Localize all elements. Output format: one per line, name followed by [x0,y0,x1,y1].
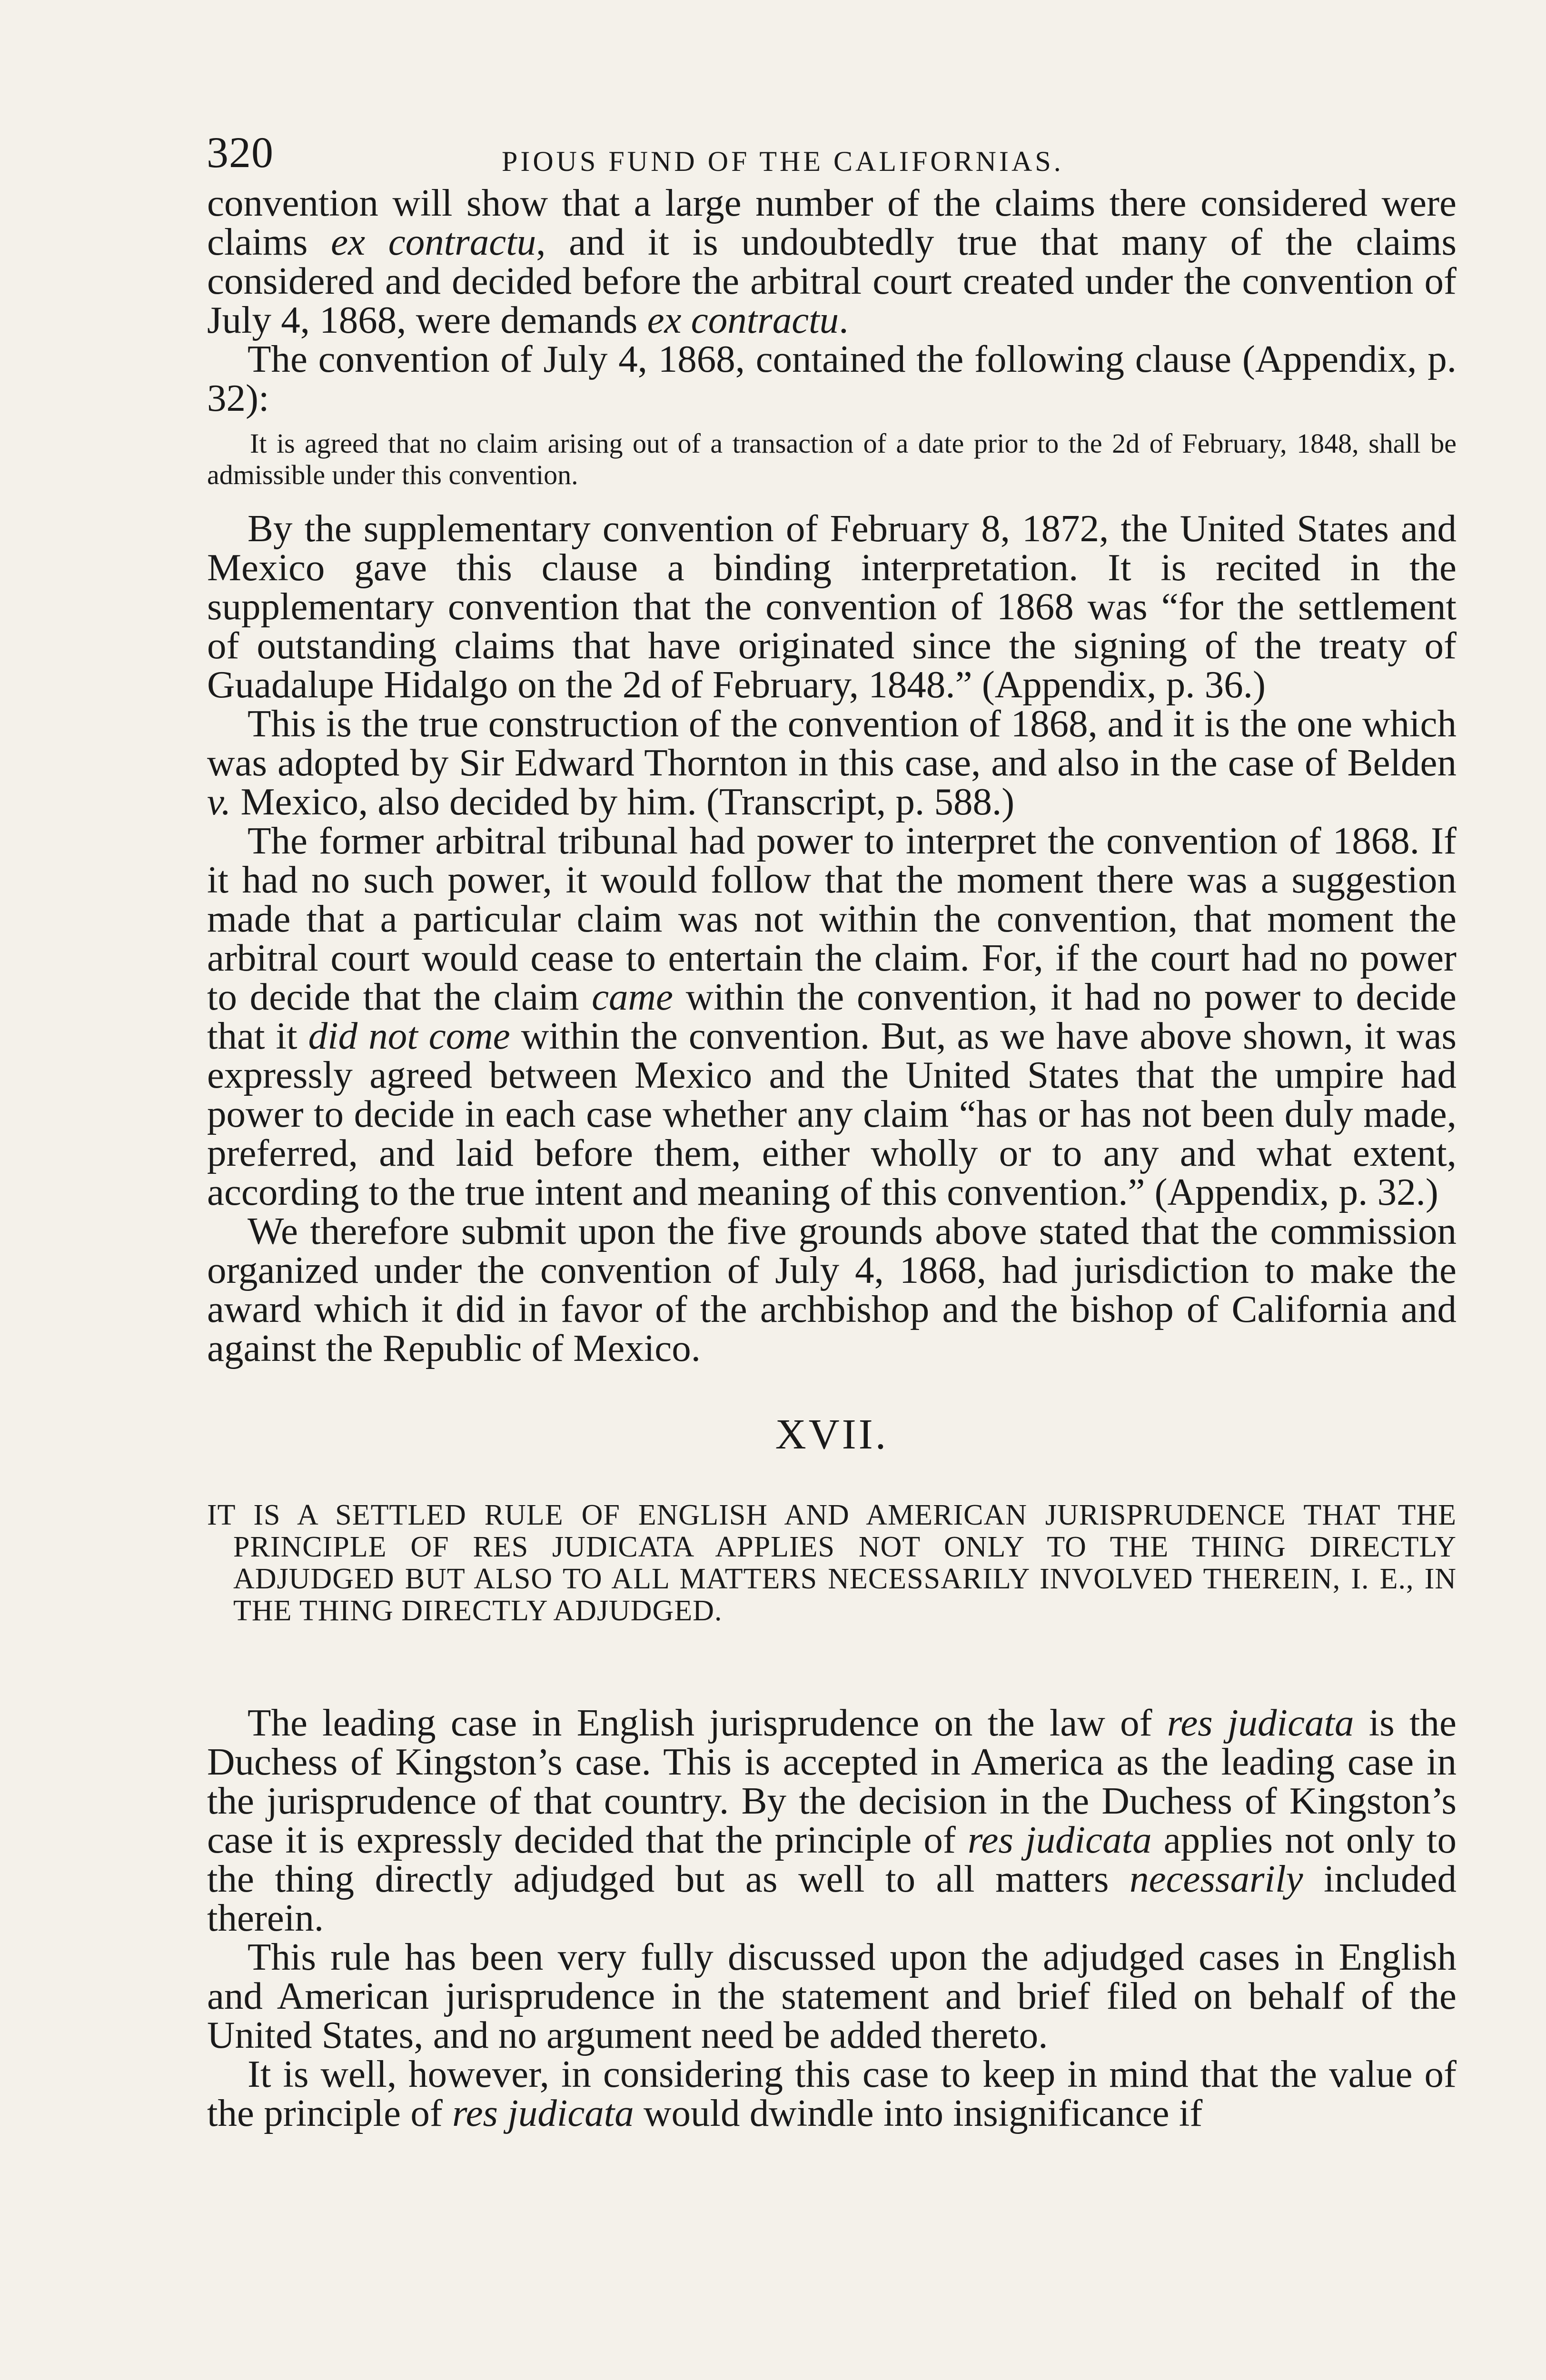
paragraph-true-construction [207,704,1457,821]
text-run: convention will show that a large number of the claims there considered were claims [207,181,1457,263]
running-head [207,121,1460,183]
text-run: included therein. [207,1857,1457,1939]
italic-run: res judicata [968,1818,1152,1861]
text-run: The leading case in English jurisprudence on the law of [248,1701,1167,1744]
text-run: applies not only to the thing directly adjudged but as well to all matters [207,1818,1457,1900]
italic-run: ex contractu [331,220,536,263]
page-number: 320 [207,128,274,177]
text-run: is the Duchess of Kingston’s case. This is accepted in America as the leading case in the jurisprudence of that country. By the decision in the Duchess of Kingston’s case it is expressly decided that the principle of [207,1701,1457,1861]
text-run: This is the true construction of the convention of 1868, and it is the one which was adopted by Sir Edward Thornton in this case, and also in the case of Belden [207,702,1457,784]
text-run: Mexico, also decided by him. (Transcript, p. 588.) [231,780,1015,823]
italic-run: res judicata [452,2092,634,2134]
paragraph-arbitral-power [207,821,1457,1211]
section-number: XVII. [775,1411,889,1458]
paragraph-supplementary-convention: By the supplementary convention of February 8, 1872, the United States and Mexico gave this clause a binding interpretation. It is recited in the supplementary convention that the convention of 1868 was “for the settlement of outstanding claims that have originated since the signing of the treaty of Guadalupe Hidalgo on the 2d of February, 1848.” (Appendix, p. 36.) [207,507,1457,706]
italic-run: came [592,975,674,1018]
paragraph-rule-discussed: This rule has been very fully discussed upon the adjudged cases in English and American jurisprudence in the statement and brief filed on behalf of the United States, and no argument need be added thereto. [207,1935,1457,2056]
text-run: , and it is undoubtedly true that many of the claims considered and decided before the arbitral court created under the convention of July 4, 1868, were demands [207,220,1457,341]
text-run: would dwindle into insignificance if [634,2092,1203,2134]
italic-run: necessarily [1130,1857,1303,1900]
paragraph-submission: We therefore submit upon the five grounds above stated that the commission organized under the convention of July 4, 1868, had jurisdiction to make the award which it did in favor of the archbishop and the bishop of California and against the Republic of Mexico. [207,1210,1457,1369]
body-text [207,183,1457,2132]
text-run: . [839,298,849,341]
paragraph-value-of-principle [207,2054,1457,2132]
text-run: The former arbitral tribunal had power to interpret the convention of 1868. If it had no such power, it would follow that the moment there was a suggestion made that a particular claim was not within the convention, that moment the arbitral court would cease to entertain the claim. For, if the court had no power to decide that the claim [207,819,1457,1018]
section-heading: IT IS A SETTLED RULE OF ENGLISH AND AMERICAN JURISPRUDENCE THAT THE PRINCIPLE OF RES JUDICATA APPLIES NOT ONLY TO THE THING DIRECTLY ADJUDGED BUT ALSO TO ALL MATTERS NECESSARILY INVOLVED THEREIN, I. E., IN THE THING DIRECTLY ADJUDGED. [207,1499,1457,1627]
italic-run: ex contractu [647,298,839,341]
italic-run: v. [207,780,231,823]
text-run: It is well, however, in considering this case to keep in mind that the value of the principle of [207,2053,1457,2134]
paragraph-leading-case [207,1703,1457,1937]
italic-run: res judicata [1167,1701,1354,1744]
text-run: within the convention. But, as we have above shown, it was expressly agreed between Mexico and the United States that the umpire had power to decide in each case whether any claim “has or has not been duly made, preferred, and laid before them, either wholly or to any and what extent, according to the true intent and meaning of this convention.” (Appendix, p. 32.) [207,1014,1457,1213]
text-run: within the convention, it had no power to decide that it [207,975,1457,1057]
running-title: PIOUS FUND OF THE CALIFORNIAS. [502,146,1064,177]
paragraph-clause-intro: The convention of July 4, 1868, contained the following clause (Appendix, p. 32): [207,337,1457,419]
paragraph-continuation [207,183,1457,339]
italic-run: did not come [308,1014,510,1057]
block-quote: It is agreed that no claim arising out of a transaction of a date prior to the 2d of February, 1848, shall be admissible under this convention. [207,428,1457,490]
